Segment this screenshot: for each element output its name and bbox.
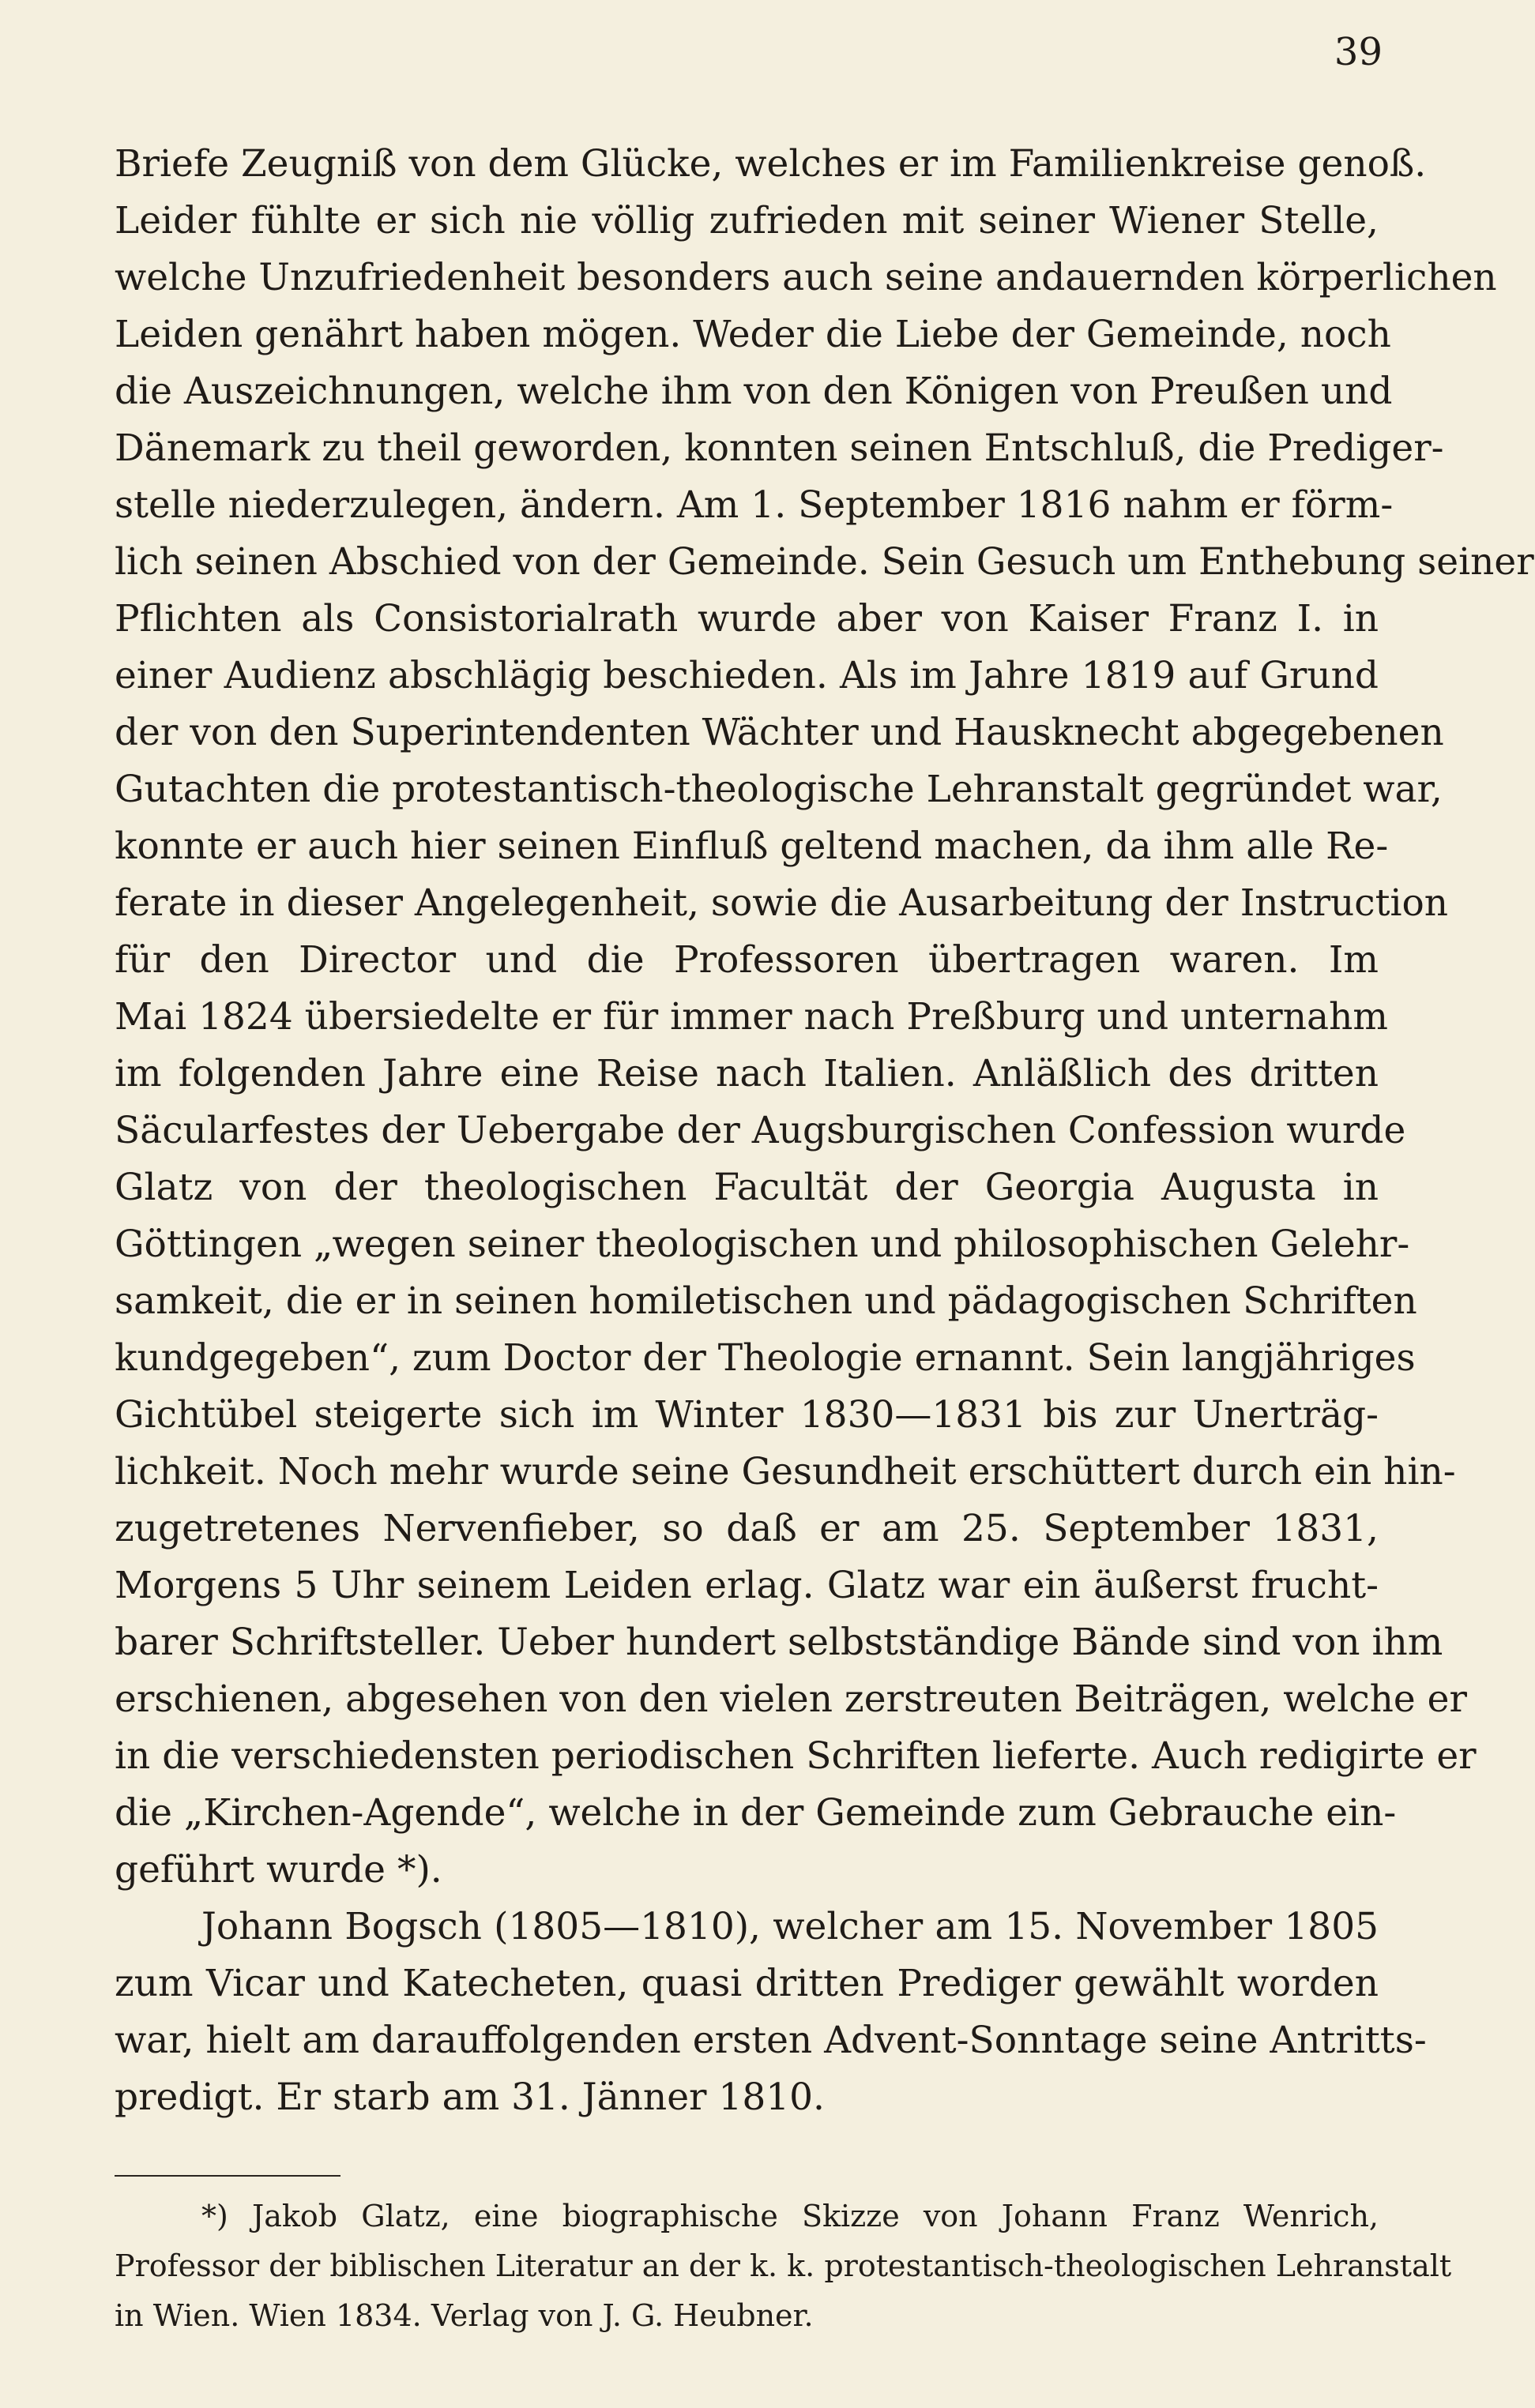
text-line: Gutachten die protestantisch-theologische Lehranstalt gegründet war, (115, 768, 1443, 811)
text-line: Morgens 5 Uhr seinem Leiden erlag. Glatz war ein äußerst frucht- (115, 1564, 1379, 1607)
text-line: zum Vicar und Katecheten, quasi dritten Prediger gewählt worden (115, 1962, 1379, 2005)
text-line: Glatz von der theologischen Facultät der Georgia Augusta in (115, 1166, 1379, 1209)
text-line: konnte er auch hier seinen Einfluß geltend machen, da ihm alle Re- (115, 825, 1389, 868)
text-line: samkeit, die er in seinen homiletischen und pädagogischen Schriften (115, 1279, 1417, 1323)
footnote (115, 2192, 1452, 2341)
text-line: in die verschiedensten periodischen Schriften lieferte. Auch redigirte er (115, 1734, 1477, 1778)
footnote-line: in Wien. Wien 1834. Verlag von J. G. Heubner. (115, 2298, 814, 2333)
text-line: Leider fühlte er sich nie völlig zufrieden mit seiner Wiener Stelle, (115, 199, 1379, 242)
text-line: lich seinen Abschied von der Gemeinde. Sein Gesuch um Enthebung seiner (115, 540, 1534, 584)
text-line: für den Director und die Professoren übertragen waren. Im (115, 938, 1379, 982)
text-line: welche Unzufriedenheit besonders auch seine andauernden körperlichen (115, 256, 1497, 299)
text-line: die „Kirchen-Agende“, welche in der Gemeinde zum Gebrauche ein- (115, 1791, 1397, 1835)
footnote-line: Professor der biblischen Literatur an der k. k. protestantisch-theologischen Lehranstalt (115, 2248, 1452, 2283)
text-line: lichkeit. Noch mehr wurde seine Gesundheit erschüttert durch ein hin- (115, 1450, 1456, 1493)
text-line: zugetretenes Nervenfieber, so daß er am 25. September 1831, (115, 1507, 1379, 1550)
text-line-paragraph-start: Johann Bogsch (1805—1810), welcher am 15. November 1805 (201, 1905, 1379, 1948)
main-text (115, 136, 1534, 2126)
text-line: ferate in dieser Angelegenheit, sowie die Ausarbeitung der Instruction (115, 881, 1449, 925)
page-number: 39 (1334, 30, 1383, 74)
text-line: stelle niederzulegen, ändern. Am 1. September 1816 nahm er förm- (115, 483, 1394, 527)
text-line: barer Schriftsteller. Ueber hundert selbstständige Bände sind von ihm (115, 1621, 1443, 1664)
text-line: erschienen, abgesehen von den vielen zerstreuten Beiträgen, welche er (115, 1677, 1467, 1721)
text-line: Säcularfestes der Uebergabe der Augsburgischen Confession wurde (115, 1109, 1406, 1152)
text-line: Mai 1824 übersiedelte er für immer nach Preßburg und unternahm (115, 995, 1388, 1039)
text-line: kundgegeben“, zum Doctor der Theologie ernannt. Sein langjähriges (115, 1336, 1416, 1380)
text-line-paragraph-end: geführt wurde *). (115, 1848, 442, 1891)
text-line: einer Audienz abschlägig beschieden. Als im Jahre 1819 auf Grund (115, 654, 1379, 697)
text-line: Gichtübel steigerte sich im Winter 1830—1831 bis zur Unerträg- (115, 1393, 1379, 1437)
text-line: im folgenden Jahre eine Reise nach Italien. Anläßlich des dritten (115, 1052, 1379, 1095)
text-line: Briefe Zeugniß von dem Glücke, welches er im Familienkreise genoß. (115, 142, 1427, 186)
footnote-divider (115, 2175, 340, 2177)
text-line-paragraph-end: predigt. Er starb am 31. Jänner 1810. (115, 2076, 825, 2119)
text-line: war, hielt am darauffolgenden ersten Advent-Sonntage seine Antritts- (115, 2019, 1427, 2062)
footnote-line: *) Jakob Glatz, eine biographische Skizze von Johann Franz Wenrich, (201, 2199, 1379, 2233)
text-line: die Auszeichnungen, welche ihm von den Königen von Preußen und (115, 370, 1393, 413)
text-line: Leiden genährt haben mögen. Weder die Liebe der Gemeinde, noch (115, 313, 1391, 356)
text-line: der von den Superintendenten Wächter und Hausknecht abgegebenen (115, 711, 1444, 754)
text-line: Dänemark zu theil geworden, konnten seinen Entschluß, die Prediger- (115, 426, 1444, 470)
text-line: Pflichten als Consistorialrath wurde aber von Kaiser Franz I. in (115, 597, 1379, 641)
text-line: Göttingen „wegen seiner theologischen und philosophischen Gelehr- (115, 1223, 1410, 1266)
